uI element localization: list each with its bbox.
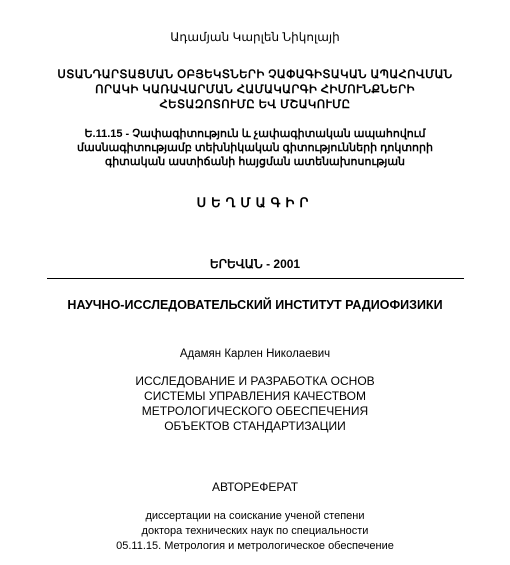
russian-document-type: АВТОРЕФЕРАТ bbox=[211, 480, 299, 494]
armenian-author-name: Ադամյան Կարլեն Նիկոլայի bbox=[170, 30, 340, 44]
armenian-title-line-3: ՀԵՏԱԶՈՏՈՒՄԸ ԵՎ ՄՇԱԿՈՒՄԸ bbox=[159, 99, 351, 111]
russian-title-line-1: ИССЛЕДОВАНИЕ И РАЗРАБОТКА ОСНОВ bbox=[135, 374, 375, 388]
russian-author-name: Адамян Карлен Николаевич bbox=[179, 348, 331, 360]
dissertation-note-line-3: 05.11.15. Метрология и метрологическое обеспечение bbox=[116, 540, 394, 552]
dissertation-note-line-1: диссертации на соискание ученой степени bbox=[145, 510, 365, 522]
armenian-title-line-2: ՈՐԱԿԻ ԿԱՌԱՎԱՐՄԱՆ ՀԱՄԱԿԱՐԳԻ ՀԻՄՈՒՆՔՆԵՐԻ bbox=[95, 84, 415, 96]
dissertation-note-line-2: доктора технических наук по специальности bbox=[141, 525, 369, 537]
russian-title-line-2: СИСТЕМЫ УПРАВЛЕНИЯ КАЧЕСТВОМ bbox=[144, 389, 366, 403]
institute-name: НАУЧНО-ИССЛЕДОВАТЕЛЬСКИЙ ИНСТИТУТ РАДИОФИЗИКИ bbox=[67, 298, 443, 312]
armenian-specialty-line-2: մասնագիտությամբ տեխնիկական գիտությունների դոկտորի bbox=[77, 142, 433, 154]
armenian-specialty-line-1: Ե.11.15 - Չափագիտություն և չափագիտական ապահովում bbox=[84, 128, 426, 140]
horizontal-divider bbox=[47, 278, 464, 279]
russian-title-line-4: ОБЪЕКТОВ СТАНДАРТИЗАЦИИ bbox=[164, 419, 346, 433]
armenian-specialty-line-3: գիտական աստիճանի հայցման ատենախոսության bbox=[104, 156, 406, 168]
armenian-title-line-1: ՍՏԱՆԴԱՐՏԱՑՄԱՆ ՕԲՅԵԿՏՆԵՐԻ ՉԱՓԱԳԻՏԱԿԱՆ ԱՊԱՀՈՎՄԱՆ bbox=[57, 69, 453, 81]
armenian-document-type: ՍԵՂՄԱԳԻՐ bbox=[196, 195, 314, 210]
russian-title-line-3: МЕТРОЛОГИЧЕСКОГО ОБЕСПЕЧЕНИЯ bbox=[141, 404, 369, 418]
armenian-city-year: ԵՐԵՎԱՆ - 2001 bbox=[209, 257, 301, 271]
